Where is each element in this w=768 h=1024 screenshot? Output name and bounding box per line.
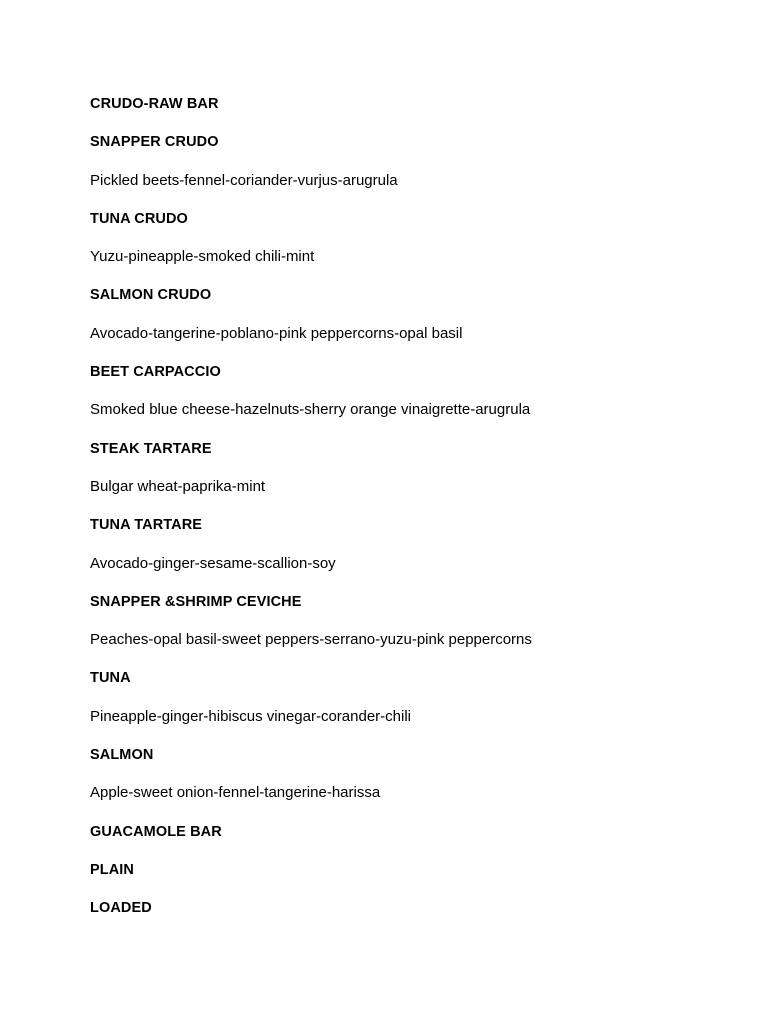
item-title-steak-tartare: STEAK TARTARE — [90, 440, 212, 457]
item-title-tuna-tartare: TUNA TARTARE — [90, 517, 203, 534]
item-title-tuna-crudo: TUNA CRUDO — [90, 210, 188, 227]
item-description-salmon-crudo: Avocado-tangerine-poblano-pink peppercorns-opal basil — [90, 324, 463, 342]
item-description-steak-tartare: Bulgar wheat-paprika-mint — [90, 477, 266, 495]
item-title-beet-carpaccio: BEET CARPACCIO — [90, 364, 221, 381]
item-title-snapper-shrimp-ceviche: SNAPPER &SHRIMP CEVICHE — [90, 593, 302, 610]
item-title-loaded: LOADED — [90, 900, 152, 917]
item-description-snapper-crudo: Pickled beets-fennel-coriander-vurjus-arugrula — [90, 171, 398, 189]
item-description-tuna-tartare: Avocado-ginger-sesame-scallion-soy — [90, 554, 336, 572]
item-title-snapper-crudo: SNAPPER CRUDO — [90, 134, 219, 151]
item-description-beet-carpaccio: Smoked blue cheese-hazelnuts-sherry orange vinaigrette-arugrula — [90, 401, 531, 419]
item-title-plain: PLAIN — [90, 861, 134, 878]
item-description-tuna: Pineapple-ginger-hibiscus vinegar-corander-chili — [90, 707, 411, 725]
item-title-salmon: SALMON — [90, 747, 154, 764]
section-title-guacamole-bar: GUACAMOLE BAR — [90, 823, 222, 840]
menu-document — [90, 93, 730, 936]
item-title-tuna: TUNA — [90, 670, 131, 687]
item-description-salmon: Apple-sweet onion-fennel-tangerine-harissa — [90, 784, 381, 802]
section-title-crudo-raw-bar: CRUDO-RAW BAR — [90, 96, 219, 112]
item-title-salmon-crudo: SALMON CRUDO — [90, 287, 212, 304]
item-description-tuna-crudo: Yuzu-pineapple-smoked chili-mint — [90, 248, 315, 266]
item-description-snapper-shrimp-ceviche: Peaches-opal basil-sweet peppers-serrano-yuzu-pink peppercorns — [90, 631, 532, 649]
